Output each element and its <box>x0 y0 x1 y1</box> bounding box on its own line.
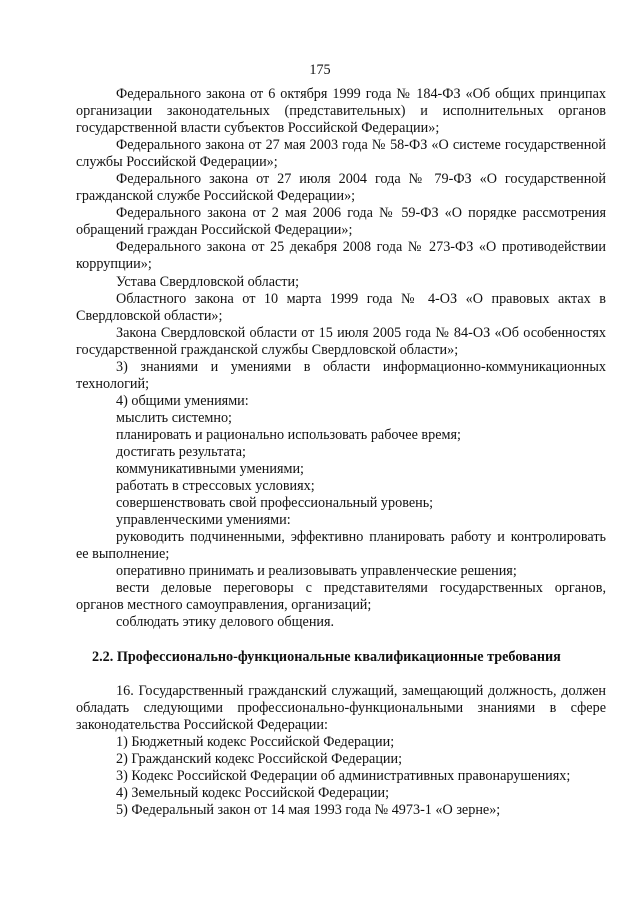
paragraph: 3) знаниями и умениями в области информационно-коммуникационных технологий; <box>76 358 606 392</box>
paragraph: 4) общими умениями: <box>116 392 249 409</box>
paragraph: планировать и рационально использовать рабочее время; <box>116 426 461 443</box>
paragraph: управленческими умениями: <box>116 512 291 529</box>
paragraph: Областного закона от 10 марта 1999 года № 4-ОЗ «О правовых актах в Свердловской области»; <box>76 290 606 324</box>
paragraph: Федерального закона от 6 октября 1999 года № 184-ФЗ «Об общих принципах организации законодательных (представительных) и исполнительных органов государственной власти субъектов Российской Федерации»; <box>76 86 606 137</box>
paragraph: Федерального закона от 27 июля 2004 года № 79-ФЗ «О государственной гражданской службе Российской Федерации»; <box>76 171 606 205</box>
paragraph: вести деловые переговоры с представителями государственных органов, органов местного самоуправления, организаций; <box>76 580 606 614</box>
paragraph: коммуникативными умениями; <box>116 461 304 478</box>
paragraph: Федерального закона от 25 декабря 2008 года № 273-ФЗ «О противодействии коррупции»; <box>76 239 606 273</box>
paragraph: Закона Свердловской области от 15 июля 2005 года № 84-ОЗ «Об особенностях государственной гражданской службы Свердловской области»; <box>76 324 606 358</box>
list-item: 5) Федеральный закон от 14 мая 1993 года № 4973-1 «О зерне»; <box>116 801 501 818</box>
paragraph: руководить подчиненными, эффективно планировать работу и контролировать ее выполнение; <box>76 529 606 563</box>
list-item: 2) Гражданский кодекс Российской Федерации; <box>116 750 403 767</box>
paragraph: достигать результата; <box>116 443 246 460</box>
page-number: 175 <box>309 62 331 78</box>
paragraph: 16. Государственный гражданский служащий, замещающий должность, должен обладать следующими профессионально-функциональными знаниями в сфере законодательства Российской Федерации: <box>76 682 606 733</box>
paragraph: работать в стрессовых условиях; <box>116 478 315 495</box>
document-body <box>76 86 606 819</box>
paragraph: Федерального закона от 2 мая 2006 года № 59-ФЗ «О порядке рассмотрения обращений граждан Российской Федерации»; <box>76 205 606 239</box>
paragraph: мыслить системно; <box>116 409 232 426</box>
list-item: 3) Кодекс Российской Федерации об административных правонарушениях; <box>116 767 571 784</box>
paragraph: оперативно принимать и реализовывать управленческие решения; <box>116 563 517 580</box>
section-heading: 2.2. Профессионально-функциональные квалификационные требования <box>92 648 561 665</box>
paragraph: соблюдать этику делового общения. <box>116 614 335 631</box>
list-item: 1) Бюджетный кодекс Российской Федерации; <box>116 733 395 750</box>
paragraph: Устава Свердловской области; <box>116 273 300 290</box>
list-item: 4) Земельный кодекс Российской Федерации; <box>116 784 390 801</box>
paragraph: Федерального закона от 27 мая 2003 года № 58-ФЗ «О системе государственной службы Российской Федерации»; <box>76 137 606 171</box>
paragraph: совершенствовать свой профессиональный уровень; <box>116 495 434 512</box>
